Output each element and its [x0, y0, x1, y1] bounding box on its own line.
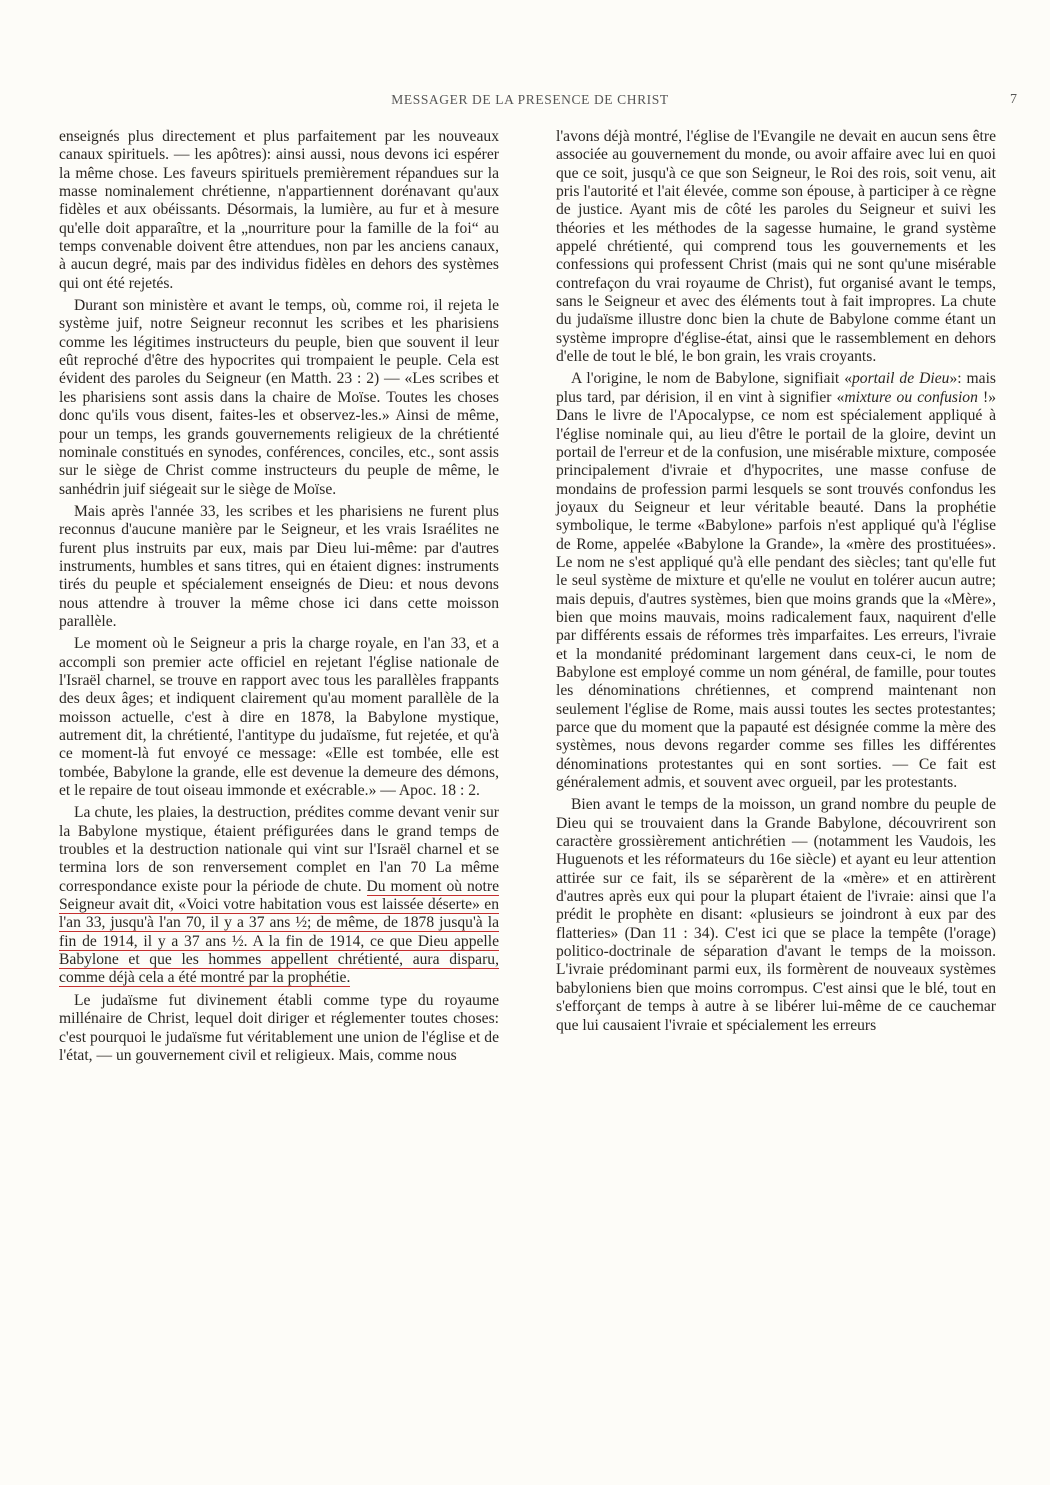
underlined-passage: Du moment où notre Seigneur avait dit, «Voici votre habitation vous est laissée déserte» en l'an 33, jusqu'à l'an 70, il y a 37 ans ½; de même, de 1878 jusqu'à la fin de 1914, il y a 37 ans ½. A la fin de 1914, ce que Dieu appelle Babylone et que les hommes appellent chrétienté, aura disparu, comme déjà cela a été montré par la prophétie. — [59, 877, 499, 987]
paragraph: Mais après l'année 33, les scribes et les pharisiens ne furent plus reconnus d'aucune manière par le Seigneur, et les vrais Israélites ne furent plus instruits par eux, mais par Dieu lui-même: par d'autres instruments, humbles et sans titres, qui en étaient dignes: instruments tirés du peuple et spécialement enseignés de Dieu: et nous devons nous attendre à trouver la même chose ici dans cette moisson parallèle. — [59, 502, 499, 630]
paragraph: Durant son ministère et avant le temps, où, comme roi, il rejeta le système juif, notre Seigneur reconnut les scribes et les pharisiens comme les légitimes instructeurs du peuple, bien que souvent il leur eût reproché d'être des hypocrites qui trompaient le peuple. Cela est évident des paroles du Seigneur (en Matth. 23 : 2) — «Les scribes et les pharisiens sont assis dans la chaire de Moïse. Toutes les choses donc qu'ils vous disent, faites-les et observez-les.» Ainsi de même, pour un temps, les grands gouvernements religieux de la chrétienté nominale constitués en synodes, conférences, conciles, etc., sont assis sur le siège de Christ comme instructeurs du peuple de même, le sanhédrin juif siégeait sur le siège de Moïse. — [59, 297, 499, 498]
italic-phrase: mixture ou confusion — [844, 388, 978, 406]
paragraph — [59, 804, 499, 987]
running-title: MESSAGER DE LA PRESENCE DE CHRIST — [391, 92, 669, 107]
paragraph-text: !» Dans le livre de l'Apocalypse, ce nom est spécialement appliqué à l'église nominale qui, au lieu d'être le portail de la gloire, devint un portail de l'erreur et de la confusion, une misérable mixture, composée principalement d'ivraie et d'hypocrites, une masse confuse de mondains de profession parmi lesquels se sont trouvés confondus les joyaux du Seigneur et leur véritable beauté. Dans la prophétie symbolique, le terme «Babylone» parfois n'est appliqué qu'à l'église de Rome, appelée «Babylone la Grande», la «mère des prostituées». Le nom ne s'est appliqué qu'à elle pendant des siècles; tant qu'elle fut le seul système de mixture et qu'elle ne voulut en tolérer aucun autre; mais depuis, d'autres systèmes, bien que moins grands que la «Mère», bien que moins mauvais, moins radicalement faux, naquirent d'elle par différents essais de réformes très imparfaites. Les erreurs, l'ivraie et la mondanité prédominant largement dans ceux-ci, le nom de Babylone est employé comme un nom général, de famille, pour toutes les dénominations chrétiennes, et comprend maintenant non seulement l'église de Rome, mais aussi toutes les sectes protestantes; parce que du moment que la papauté est désignée comme la mère des systèmes, nous devons regarder comme ses filles les différentes dénominations protestantes qui en sont sorties. — Ce fait est généralement admis, et souvent avec orgueil, par les protestants. — [556, 388, 996, 792]
paragraph: l'avons déjà montré, l'église de l'Evangile ne devait en aucun sens être associée au gouvernement du monde, ou avoir affaire avec lui en quoi que ce soit, jusqu'à ce que son Seigneur, le Roi des rois, soit venu, ait pris l'autorité et l'ait élevée, comme son épouse, à participer à ce règne de justice. Ayant mis de côté les paroles du Seigneur et suivi les théories et les méthodes de la sagesse humaine, le grand système appelé chrétienté, qui comprend tous les gouvernements et les confessions qui professent Christ (mais qui ne sont qu'une misérable contrefaçon du vrai royaume de Christ), fut organisé avant le temps, sans le Seigneur et avec des éléments tout à fait impropres. La chute du judaïsme illustre donc bien la chute de Babylone comme étant un système impropre d'église-état, ainsi que le rassemblement en dehors d'elle de tout le blé, le bon grain, les vrais croyants. — [556, 128, 996, 366]
page-number: 7 — [1010, 92, 1017, 107]
paragraph: Le judaïsme fut divinement établi comme type du royaume millénaire de Christ, lequel doit diriger et réglementer toutes choses: c'est pourquoi le judaïsme fut véritablement une union de l'église et de l'état, — un gouvernement civil et religieux. Mais, comme nous — [59, 991, 499, 1064]
paragraph-text: La chute, les plaies, la destruction, prédites comme devant venir sur la Babylone mystique, étaient préfigurées dans le grand temps de troubles et la destruction nationale qui vint sur l'Israël charnel et se termina lors de son renversement complet en l'an 70 La même correspondance existe pour la période de chute. — [59, 804, 499, 895]
right-column — [556, 128, 996, 1035]
paragraph — [556, 370, 996, 792]
paragraph-text: A l'origine, le nom de Babylone, signifiait « — [571, 370, 852, 388]
paragraph: Bien avant le temps de la moisson, un grand nombre du peuple de Dieu qui se trouvaient dans la Grande Babylone, découvrirent son caractère grossièrement antichrétien — (notamment les Vaudois, les Huguenots et les réformateurs du 16e siècle) et ayant eu leur attention attirée sur ce fait, ils se séparèrent de la «mère» et en attirèrent d'autres après eux qui pour la plupart étaient de l'ivraie: ainsi que l'a prédit le prophète en disant: «plusieurs se joindront à eux par des flatteries» (Dan 11 : 34). C'est ici que se place la tempête (l'orage) politico-doctrinale de séparation d'avant le temps de la moisson. L'ivraie prédominant parmi eux, ils formèrent de nouveaux systèmes babyloniens bien que moins corrompus. C'est ainsi que le blé, tout en s'efforçant de temps à autre à se libérer lui-même de ce cauchemar que lui causaient l'ivraie et spécialement les erreurs — [556, 796, 996, 1034]
paragraph-text: »: mais plus tard, par dérision, il en vint à signifier « — [556, 370, 996, 406]
paragraph: enseignés plus directement et plus parfaitement par les nouveaux canaux spirituels. — les apôtres): ainsi aussi, nous devons ici espérer la même chose. Les faveurs spirituels premièrement répandues sur la masse nominalement chrétienne, n'appartiennent dorénavant qu'aux fidèles et aux obéissants. Désormais, la lumière, au fur et à mesure qu'elle doit apparaître, et la „nourriture pour la famille de la foi“ au temps convenable doivent être attendues, non par les anciens canaux, à aucun degré, mais par des individus fidèles en dehors des systèmes qui ont été rejetés. — [59, 128, 499, 292]
paragraph: Le moment où le Seigneur a pris la charge royale, en l'an 33, et a accompli son premier acte officiel en rejetant l'église nationale de l'Israël charnel, se trouve en rapport avec tous les parallèles frappants des deux âges; et indiquent clairement qu'au moment parallèle de la moisson actuelle, c'est à dire en 1878, la Babylone mystique, autrement dit, la chrétienté, l'antitype du judaïsme, fut rejetée, et qu'à ce moment-là fut envoyé ce message: «Elle est tombée, elle est tombée, Babylone la grande, elle est devenue la demeure des démons, et le repaire de tout oiseau immonde et exécrable.» — Apoc. 18 : 2. — [59, 635, 499, 800]
left-column — [59, 128, 499, 1065]
italic-phrase: portail de Dieu — [852, 370, 950, 388]
